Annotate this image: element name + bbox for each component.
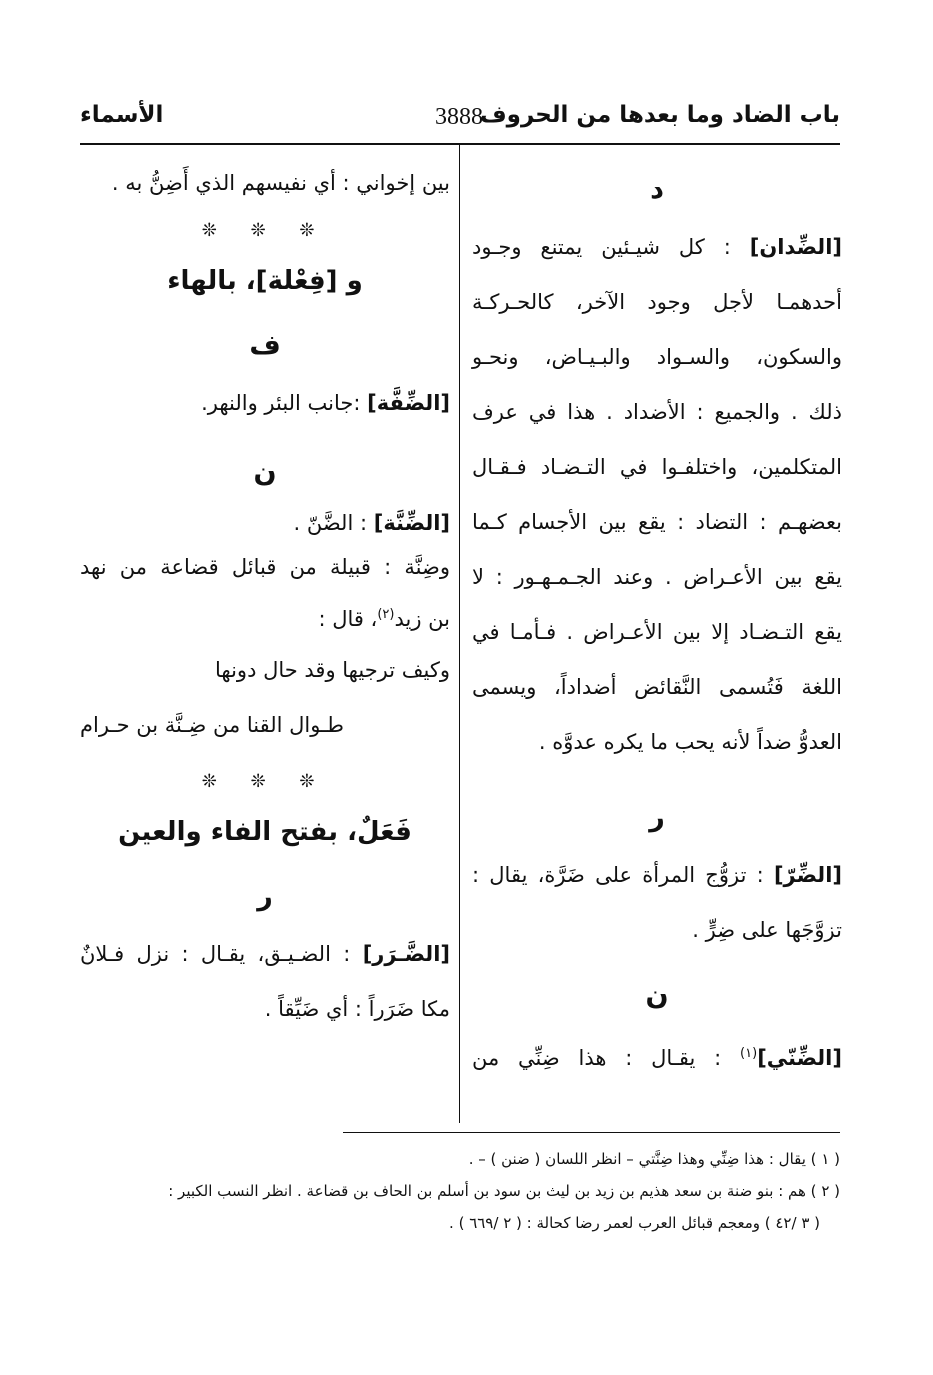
- section-heading-filah: و [فِعْلة]، بالهاء: [167, 266, 363, 296]
- entry-line: [الضِّفَّة] :جانب البئر والنهر.: [201, 391, 450, 415]
- entry-line: بعضهـم : التضاد : يقع بين الأجسام كـما: [472, 510, 842, 534]
- page-header: [80, 100, 840, 142]
- entry-line: مكا ضَرَراً : أي ضَيِّقاً .: [264, 997, 450, 1021]
- entry-line: تزوَّجَها على ضِرٍّ .: [692, 918, 842, 942]
- letter-heading-ra: ر: [257, 881, 273, 912]
- section-title: الأسماء: [80, 102, 164, 128]
- entry-line: [الضِّدان] : كل شيـئين يمتنع وجـود: [472, 235, 842, 259]
- entry-line: اللغة فَتُسمى النَّقائض أضداداً، ويسمى: [472, 675, 842, 699]
- entry-line: يقع بين الأعـراض . وعند الجـمـهـور : لا: [472, 565, 842, 589]
- entry-line: [الضِّنّي]$^{(١)}$ : يقـال : هذا ضِنِّي من: [472, 1046, 842, 1070]
- footnote-mark: (٢): [377, 607, 395, 622]
- entry-line: ذلك . والجميع : الأضداد . هذا في عرف: [472, 400, 842, 424]
- footnote-mark: (١): [740, 1046, 758, 1061]
- headword-diffah: [الضِّفَّة]: [367, 391, 450, 415]
- entry-line: العدوُّ ضداً لأنه يحب ما يكره عدوَّه .: [538, 730, 842, 754]
- left-column: [80, 160, 450, 1037]
- footnote-rule: [343, 1132, 840, 1133]
- letter-heading-dal: د: [650, 174, 664, 205]
- entry-line: [الضَّـرَر] : الضـيـق، يقـال : نزل فـلانٌ: [80, 942, 450, 966]
- entry-line: بين إخواني : أي نفيسهم الذي أَضِنُّ به .: [111, 171, 450, 195]
- footnote-1: ( ١ ) يقال : هذا ضِنِّي وهذا ضِنَّتي – انظر اللسان ( ضنن ) – .: [468, 1150, 840, 1168]
- entry-line: بن زيد$^{(٢)}$، قال :: [318, 607, 450, 631]
- header-rule: [80, 143, 840, 145]
- section-separator: ❊ ❊ ❊: [201, 771, 329, 792]
- letter-heading-nun: ن: [645, 980, 669, 1011]
- entry-line: يقع التـضـاد إلا بين الأعـراض . فـأمـا في: [472, 620, 842, 644]
- entry-line: المتكلمين، واختلفـوا في التـضـاد فـقـال: [472, 455, 842, 479]
- section-heading-faal: فَعَلٌ، بفتح الفاء والعين: [118, 817, 412, 847]
- entry-line: [الضِّرّ] : تزوُّج المرأة على ضَرَّة، يقال :: [472, 863, 842, 887]
- right-column: [472, 160, 842, 1086]
- footnote-2: ( ٢ ) هم : بنو ضنة بن سعد هذيم بن زيد بن ليث بن سود بن أسلم بن الحاف بن قضاعة . انظر النسب الكبير :: [168, 1182, 840, 1200]
- footnotes: [80, 1143, 840, 1239]
- entry-line: والسكون، والسـواد والبـيـاض، ونحـو: [472, 345, 842, 369]
- verse-line: طـوال القنا من ضِـنَّة بن حـرام: [80, 713, 344, 737]
- page-number: 3888: [435, 104, 483, 130]
- entry-line: أحدهمـا لأجل وجود الآخر، كالحـركـة: [472, 290, 842, 314]
- column-divider: [459, 145, 460, 1123]
- entry-line: [الضِّنَّة] : الضَّنّ .: [293, 511, 450, 535]
- letter-heading-ra: ر: [649, 802, 665, 833]
- letter-heading-fa: ف: [249, 330, 281, 361]
- letter-heading-nun: ن: [253, 457, 277, 488]
- chapter-title: باب الضاد وما بعدها من الحروف: [479, 102, 840, 128]
- headword-dirr: [الضِّرّ]: [773, 863, 842, 887]
- headword-dinnah: [الضِّنَّة]: [373, 511, 450, 535]
- headword-darar: [الضَّـرَر]: [362, 942, 450, 966]
- headword-diddan: [الضِّدان]: [749, 235, 842, 259]
- section-separator: ❊ ❊ ❊: [201, 220, 329, 241]
- entry-line: وضِنَّة : قبيلة من قبائل قضاعة من نهد: [80, 555, 450, 579]
- headword-dinni: [الضِّنّي]: [757, 1046, 842, 1070]
- footnote-2-continued: ( ٣ /٤٢ ) ومعجم قبائل العرب لعمر رضا كحالة : ( ٢ /٦٦٩ ) .: [449, 1214, 820, 1232]
- verse-line: وكيف ترجيها وقد حال دونها: [215, 658, 450, 682]
